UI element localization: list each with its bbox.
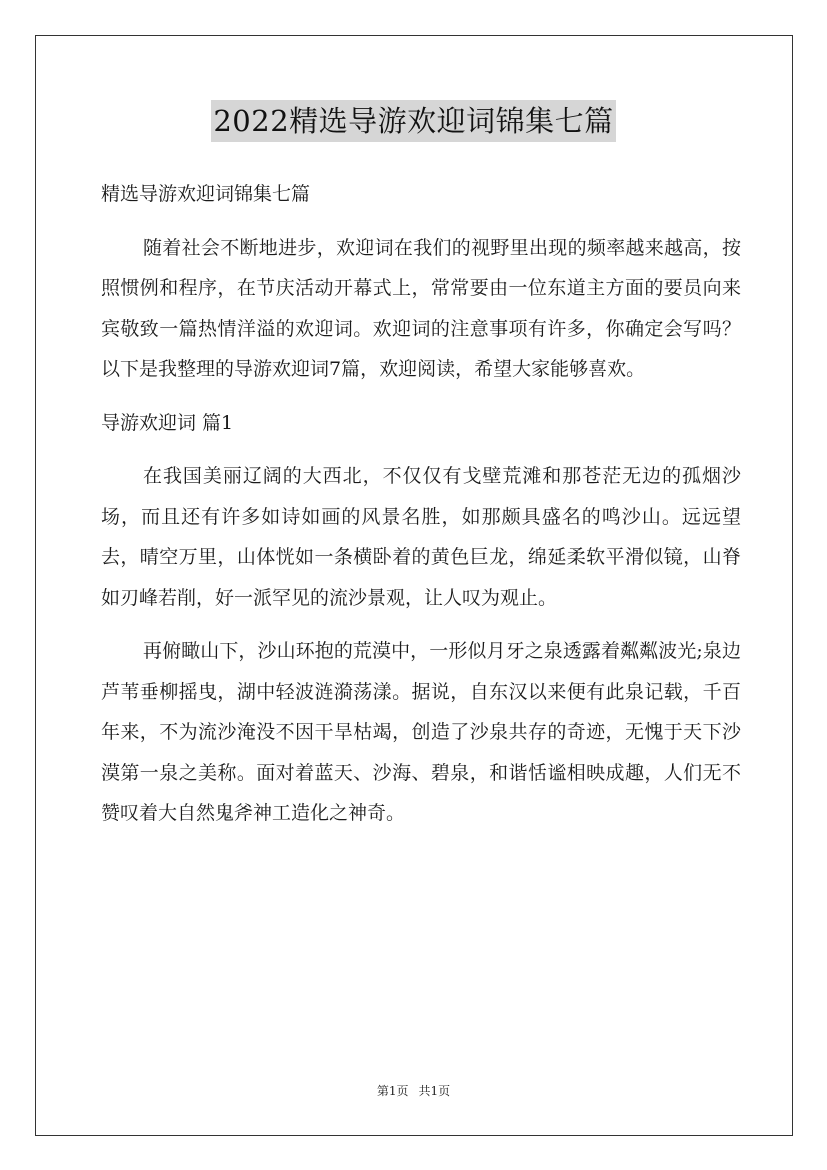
section-paragraph-2: 再俯瞰山下，沙山环抱的荒漠中，一形似月牙之泉透露着粼粼波光;泉边芦苇垂柳摇曳，湖中轻波涟漪荡漾。据说，自东汉以来便有此泉记载，千百年来，不为流沙淹没不因干旱枯竭，创造了沙泉共存的奇迹，无愧于天下沙漠第一泉之美称。面对着蓝天、沙海、碧泉，和谐恬谧相映成趣，人们无不赞叹着大自然鬼斧神工造化之神奇。	[101, 640, 741, 824]
page-total: 共1页	[418, 1084, 451, 1098]
document-subtitle: 精选导游欢迎词锦集七篇	[101, 183, 311, 205]
page-number: 第1页	[376, 1084, 409, 1098]
section-heading: 导游欢迎词 篇1	[101, 411, 234, 434]
section-paragraph-1: 在我国美丽辽阔的大西北，不仅仅有戈壁荒滩和那苍茫无边的孤烟沙场，而且还有许多如诗如画的风景名胜，如那颇具盛名的鸣沙山。远远望去，晴空万里，山体恍如一条横卧着的黄色巨龙，绵延柔软平滑似镜，山脊如刃峰若削，好一派罕见的流沙景观，让人叹为观止。	[101, 465, 741, 609]
title-wrap	[0, 100, 827, 142]
intro-paragraph: 随着社会不断地进步，欢迎词在我们的视野里出现的频率越来越高，按照惯例和程序，在节庆活动开幕式上，常常要由一位东道主方面的要员向来宾敬致一篇热情洋溢的欢迎词。欢迎词的注意事项有许多，你确定会写吗？以下是我整理的导游欢迎词7篇，欢迎阅读，希望大家能够喜欢。	[101, 236, 741, 380]
page-footer	[0, 1082, 827, 1099]
document-body	[101, 174, 741, 847]
document-title: 2022精选导游欢迎词锦集七篇	[211, 100, 615, 142]
